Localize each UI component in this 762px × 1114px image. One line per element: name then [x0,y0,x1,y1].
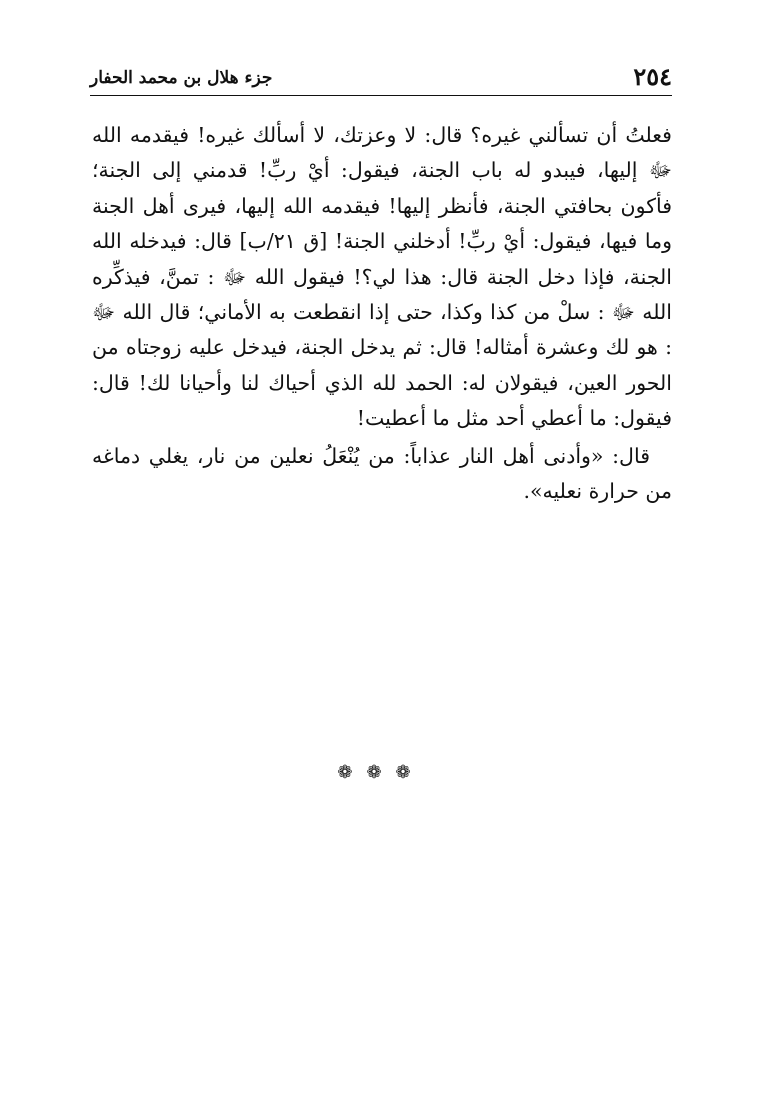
running-title: جزء هلال بن محمد الحفار [90,68,273,88]
header-rule [90,95,672,96]
main-text [92,118,672,509]
flower-ornament-icon: ❁ [366,762,396,783]
page-number: ٢٥٤ [633,62,672,91]
page-header [90,62,672,96]
paragraph: فعلتُ أن تسألني غيره؟ قال: لا وعزتك، لا أسألك غيره! فيقدمه الله ﷻ إليها، فيبدو له باب الجنة، فيقول: أيْ ربِّ! قدمني إلى الجنة؛ فأكون بحافتي الجنة، فأنظر إليها! فيقدمه الله إليها، فيرى أهل الجنة وما فيها، فيقول: أيْ ربِّ! أدخلني الجنة! [ق ٢١/ب] قال: فيدخله الله الجنة، فإذا دخل الجنة قال: هذا لي؟! فيقول الله ﷻ : تمنَّ، فيذكِّره الله ﷻ : سلْ من كذا وكذا، حتى إذا انقطعت به الأماني؛ قال الله ﷻ : هو لك وعشرة أمثاله! قال: ثم يدخل الجنة، فيدخل عليه زوجتاه من الحور العين، فيقولان له: الحمد لله الذي أحياك لنا وأحيانا لك! قال: فيقول: ما أعطي أحد مثل ما أعطيت! [92,123,672,431]
paragraph: قال: «وأدنى أهل النار عذاباً: من يُنْعَلُ نعلين من نار، يغلي دماغه من حرارة نعليه». [92,443,672,504]
flower-ornament-icon: ❁ [337,762,367,783]
section-separator [0,762,762,783]
flower-ornament-icon: ❁ [395,762,425,783]
